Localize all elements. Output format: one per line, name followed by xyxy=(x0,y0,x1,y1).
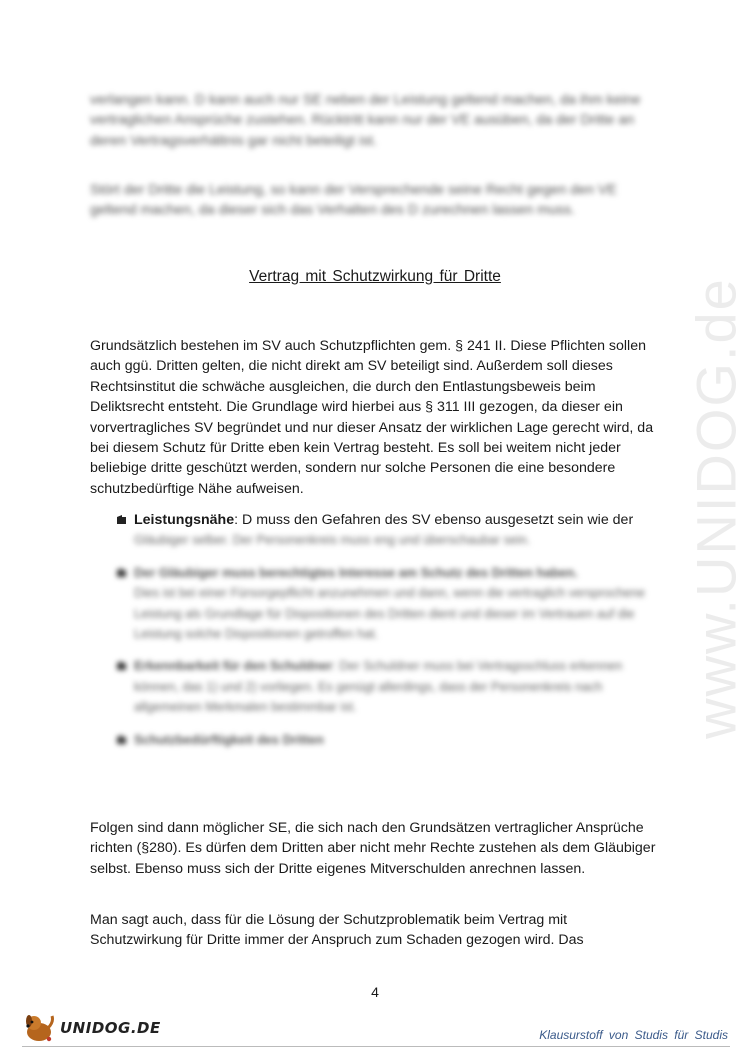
bullet-icon xyxy=(116,660,127,671)
dog-logo-icon xyxy=(22,1012,56,1044)
bullet-icon xyxy=(116,514,127,525)
footer-divider xyxy=(22,1046,730,1047)
list-item-text: : D muss den Gefahren des SV ebenso ausgesetzt sein wie der xyxy=(234,512,634,528)
list-item xyxy=(116,730,656,750)
section-heading: Vertrag mit Schutzwirkung für Dritte xyxy=(249,268,501,285)
unidog-logo xyxy=(22,1012,161,1044)
consequences-paragraph: Folgen sind dann möglicher SE, die sich nach den Grundsätzen vertraglicher Ansprüche richten (§280). Es dürfen dem Dritten aber nicht mehr Rechte zustehen als dem Gläubiger selbst. Ebenso muss sich der Dritte eigenes Mitverschulden anrechnen lassen. xyxy=(90,820,656,877)
footer-tagline: Klausurstoff von Studis für Studis xyxy=(539,1028,728,1042)
list-item-term: Erkennbarkeit für den Schuldner xyxy=(134,658,333,674)
list-item-term: Schutzbedürftigkeit des Dritten xyxy=(134,731,324,747)
list-item-term: Der Gläubiger muss berechtigtes Interesse am Schutz des Dritten haben. xyxy=(134,564,578,580)
blurred-paragraph-2: Stört der Dritte die Leistung, so kann der Versprechende seine Recht gegen den VE geltend machen, da dieser sich das Verhalten des D zurechnen lassen muss. xyxy=(90,182,617,219)
closing-paragraph: Man sagt auch, dass für die Lösung der Schutzproblematik beim Vertrag mit Schutzwirkung für Dritte immer der Anspruch zum Schaden gezogen wird. Das xyxy=(90,912,584,949)
page-number: 4 xyxy=(371,984,379,1000)
body-paragraph: Grundsätzlich bestehen im SV auch Schutzpflichten gem. § 241 II. Diese Pflichten sollen auch ggü. Dritten gelten, die nicht direkt am SV beteiligt sind. Außerdem soll dieses Rechtsinstitut die schwäche ausgleichen, die durch den Entlastungsbeweis beim Deliktsrecht entsteht. Die Grundlage wird hierbei aus § 311 III gezogen, da dieser ein vorvertragliches SV begründet und nur dieser Ansatz der wirklichen Lage gerecht wird, da bei diesem Schutz für Dritte eben kein Vertrag besteht. Es soll bei weitem nicht jeder beliebige dritte geschützt werden, sondern nur solche Personen die eine besondere schutzbedürftige Nähe aufweisen. xyxy=(90,338,654,497)
blurred-paragraph-1: verlangen kann. D kann auch nur SE neben der Leistung geltend machen, da ihm keine vertraglichen Ansprüche zustehen. Rücktritt kann nur der VE ausüben, da der Dritte an deren Vertragsverhältnis gar nicht beteiligt ist. xyxy=(90,92,641,149)
bullet-icon xyxy=(116,567,127,578)
list-item xyxy=(116,656,656,717)
logo-text: UNIDOG.DE xyxy=(60,1019,161,1037)
bullet-icon xyxy=(116,734,127,745)
watermark-text: www.UNIDOG.de xyxy=(684,277,748,739)
criteria-list xyxy=(116,510,656,762)
list-item xyxy=(116,510,656,551)
list-item-term: Leistungsnähe xyxy=(134,512,235,528)
list-item-blurred: Gläubiger selber. Der Personenkreis muss eng und überschaubar sein. xyxy=(134,533,531,548)
list-item-blurred: : Der Schuldner muss bei Vertragsschluss erkennen können, das 1) und 2) vorliegen. Es genügt allerdings, dass der Personenkreis nach allgemeinen Merkmalen bestimmbar ist. xyxy=(134,659,623,715)
list-item-blurred: Dies ist bei einer Fürsorgepflicht anzunehmen und dann, wenn die vertraglich versprochene Leistung als Grundlage für Dispositionen des Dritten dient und dieser im Vertrauen auf die Leistung solche Dispositionen getroffen hat. xyxy=(134,586,646,642)
list-item xyxy=(116,563,656,645)
